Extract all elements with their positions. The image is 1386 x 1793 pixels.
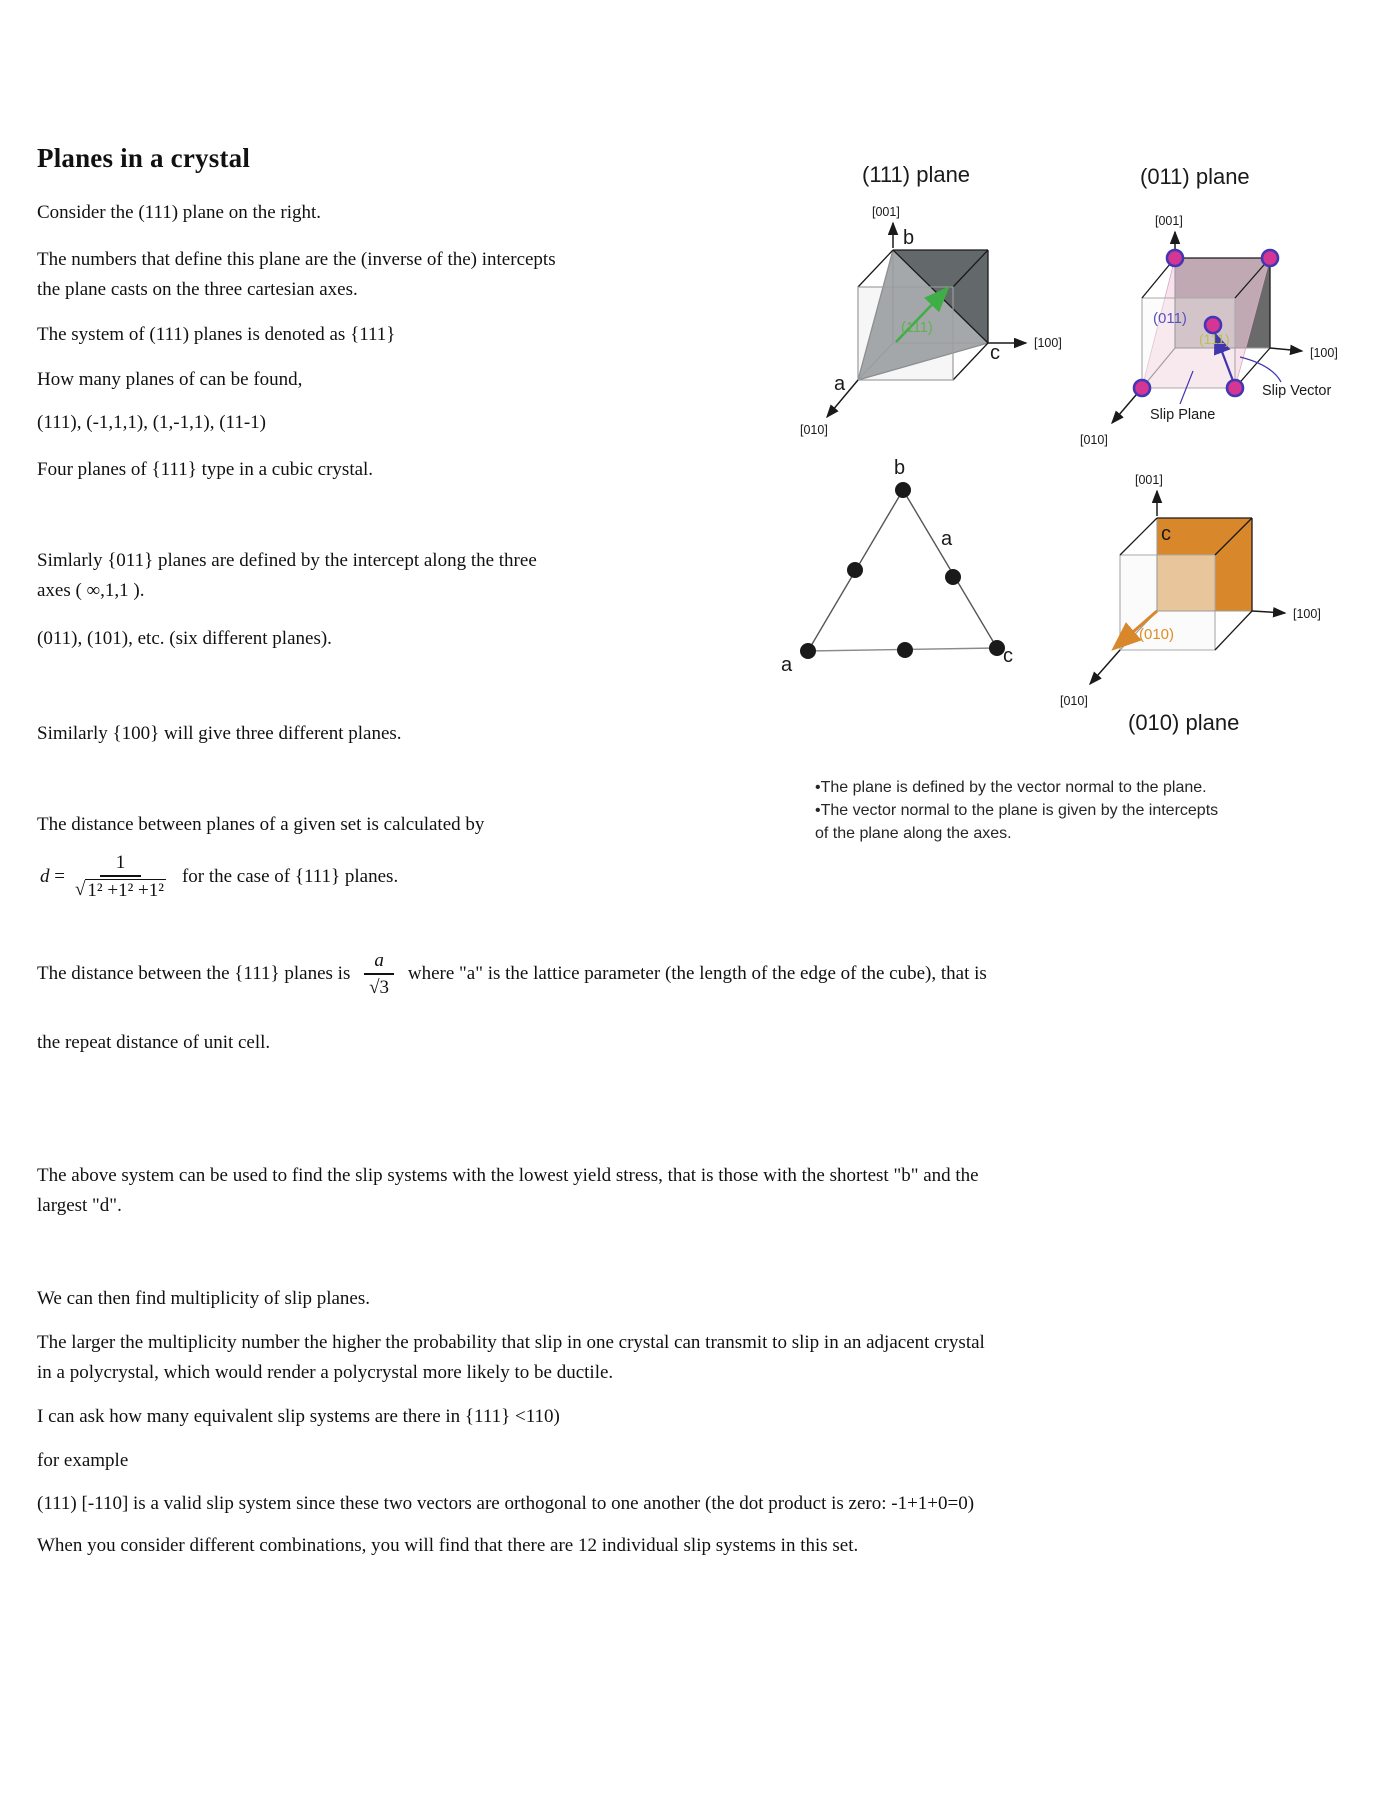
fraction-numerator: a [364,950,394,975]
paragraph [37,546,537,606]
paragraph: The distance between planes of a given set is calculated by [37,814,485,835]
paragraph-line: in a polycrystal, which would render a polycrystal more likely to be ductile. [37,1362,614,1383]
paragraph-line: The above system can be used to find the slip systems with the lowest yield stress, that is those with the shortest "b" and the [37,1165,979,1186]
paragraph: Consider the (111) plane on the right. [37,202,322,223]
paragraph-line: the plane casts on the three cartesian axes. [37,279,358,300]
lattice-point [897,642,913,658]
diagram-011-plane [1050,205,1386,465]
paragraph: We can then find multiplicity of slip planes. [37,1288,371,1309]
fraction-denominator: √3 [369,976,390,998]
paragraph: for example [37,1450,129,1471]
lattice-point [895,482,911,498]
plane-111-label: (111) [901,320,933,336]
paragraph: Four planes of {111} type in a cubic crystal. [37,459,374,480]
corner-c-label: c [1161,523,1171,545]
axis-001-label: [001] [1135,473,1163,487]
triangle-a-label: a [781,654,793,676]
radical-sign: √ [74,878,86,900]
triangle-b-label: b [894,457,906,479]
atom [1134,380,1150,396]
lattice-points [800,482,1005,659]
axis-100-arrow [1252,611,1285,613]
paragraph [37,1328,985,1388]
formula-lattice-parameter [37,950,987,999]
formula-lhs [40,866,65,888]
plane-010-label: (010) [1139,626,1175,643]
atom [1262,250,1278,266]
diagram-010-title: (010) plane [1128,710,1240,735]
paragraph-line: The larger the multiplicity number the higher the probability that slip in one crystal can transmit to slip in an adjacent crystal [37,1332,985,1353]
formula-suffix: where "a" is the lattice parameter (the length of the edge of the cube), that is [407,963,987,985]
paragraph [37,1161,979,1221]
paragraph-line: largest "d". [37,1195,122,1216]
paragraph-line: The numbers that define this plane are the (inverse of the) intercepts [37,249,556,270]
axis-100-label: [100] [1293,607,1321,621]
fraction [364,950,394,999]
triangle-edges [808,490,997,651]
paragraph [37,245,556,305]
diagram-111-plane [790,195,1060,450]
fraction [75,852,166,902]
triangle-c-label: c [1003,645,1013,667]
slip-plane-label: Slip Plane [1150,407,1216,423]
axis-100-label: [100] [1310,346,1338,360]
lattice-point [847,562,863,578]
slip-vector-callout-line [1240,357,1281,382]
axis-001-label: [001] [1155,214,1183,228]
formula-suffix: for the case of {111} planes. [181,865,399,887]
paragraph-line: axes ( ∞,1,1 ). [37,580,145,601]
axis-010-label: [010] [800,423,828,437]
axis-010-label: [010] [1060,694,1088,708]
corner-a-label: a [834,373,846,395]
diagram-plane-triangle [765,440,1035,685]
note-line: •The vector normal to the plane is given by the intercepts [815,802,1219,819]
paragraph-line: Simlarly {011} planes are defined by the intercept along the three [37,550,537,571]
diagram-010-plane [1040,460,1340,730]
equals-sign: = [54,865,65,887]
radicand: 1² +1² +1² [87,879,164,901]
formula-prefix: The distance between the {111} planes is [37,963,351,985]
paragraph: (111) [-110] is a valid slip system since these two vectors are orthogonal to one another (the dot product is zero: -1+1+0=0) [37,1493,975,1514]
paragraph: I can ask how many equivalent slip systems are there in {111} <110) [37,1406,560,1427]
paragraph: The system of (111) planes is denoted as {111} [37,324,396,345]
note-line: •The plane is defined by the vector normal to the plane. [815,779,1207,796]
axis-100-label: [100] [1034,336,1062,350]
paragraph: (011), (101), etc. (six different planes). [37,628,332,649]
lattice-point [945,569,961,585]
plane-011-label: (011) [1153,310,1187,327]
fraction-numerator: 1 [100,852,142,877]
paragraph: (111), (-1,1,1), (1,-1,1), (11-1) [37,412,266,433]
triangle-edge-a-label: a [941,528,953,550]
plane-definition-notes [815,776,1285,845]
paragraph: When you consider different combinations, you will find that there are 12 individual slip systems in this set. [37,1535,859,1556]
axis-001-label: [001] [872,205,900,219]
diagram-011-title: (011) plane [1140,164,1250,189]
corner-c-label: c [990,342,1000,364]
atom [1167,250,1183,266]
axis-100-arrow [1270,348,1302,351]
slip-vector-label: Slip Vector [1262,383,1332,399]
paragraph: the repeat distance of unit cell. [37,1032,271,1053]
diagram-111-title: (111) plane [862,162,971,187]
note-line: of the plane along the axes. [815,825,1012,842]
page-title: Planes in a crystal [37,143,251,173]
axis-010-arrow [1090,650,1120,684]
lattice-point [800,643,816,659]
corner-b-label: b [903,227,915,249]
plane-111-label: (111) [1199,331,1230,347]
fraction-denominator [75,877,166,902]
atom [1227,380,1243,396]
formula-d-spacing [40,852,398,902]
axis-010-label: [010] [1080,433,1108,447]
formula-variable: d [40,865,50,887]
paragraph: How many planes of can be found, [37,369,303,390]
paragraph: Similarly {100} will give three different planes. [37,723,402,744]
